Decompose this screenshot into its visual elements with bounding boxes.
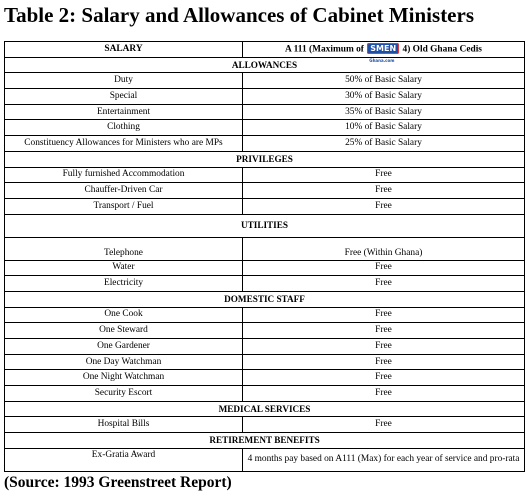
row-value: Free	[243, 307, 525, 323]
row-value: 10% of Basic Salary	[243, 120, 525, 136]
header-salary-value	[243, 42, 525, 63]
section-privileges: PRIVILEGES	[5, 151, 525, 167]
row-item: Constituency Allowances for Ministers who are MPs	[5, 136, 243, 152]
section-medical-services: MEDICAL SERVICES	[5, 401, 525, 417]
row-item: Entertainment	[5, 104, 243, 120]
row-item: Hospital Bills	[5, 417, 243, 433]
row-item: Water	[5, 260, 243, 276]
row-item: One Night Watchman	[5, 370, 243, 386]
row-value: Free	[243, 339, 525, 355]
row-item: Fully furnished Accommodation	[5, 167, 243, 183]
header-salary: SALARY	[5, 42, 243, 58]
row-value: 35% of Basic Salary	[243, 104, 525, 120]
watermark-logo	[367, 43, 399, 63]
row-value: 30% of Basic Salary	[243, 89, 525, 105]
page-title: Table 2: Salary and Allowances of Cabinet Ministers	[4, 3, 474, 27]
table-row	[5, 167, 525, 183]
row-item: One Gardener	[5, 339, 243, 355]
table-row	[5, 260, 525, 276]
row-item: Ex-Gratia Award	[5, 448, 243, 471]
row-item: One Day Watchman	[5, 354, 243, 370]
table-row	[5, 89, 525, 105]
table-row	[5, 183, 525, 199]
row-value: Free	[243, 167, 525, 183]
table-header-row	[5, 42, 525, 58]
row-value: 50% of Basic Salary	[243, 73, 525, 89]
table-row	[5, 276, 525, 292]
row-item: Transport / Fuel	[5, 198, 243, 214]
row-value: Free	[243, 370, 525, 386]
table-row	[5, 237, 525, 260]
row-item: Security Escort	[5, 386, 243, 402]
row-item: Chauffer-Driven Car	[5, 183, 243, 199]
source-note: (Source: 1993 Greenstreet Report)	[4, 474, 232, 491]
table-row	[5, 307, 525, 323]
row-item: One Cook	[5, 307, 243, 323]
row-value: Free	[243, 183, 525, 199]
table-row	[5, 120, 525, 136]
row-item: Clothing	[5, 120, 243, 136]
section-utilities: UTILITIES	[5, 214, 525, 237]
table-row	[5, 136, 525, 152]
table-row	[5, 323, 525, 339]
row-item: Electricity	[5, 276, 243, 292]
table-row	[5, 370, 525, 386]
row-item: Special	[5, 89, 243, 105]
table-row	[5, 386, 525, 402]
table-row	[5, 339, 525, 355]
row-value: Free	[243, 198, 525, 214]
section-retirement-benefits: RETIREMENT BENEFITS	[5, 433, 525, 449]
header-value-suffix: 4) Old Ghana Cedis	[402, 44, 482, 55]
watermark-logo-subtext: Ghana.com	[369, 57, 395, 63]
table-row	[5, 198, 525, 214]
row-value: Free	[243, 354, 525, 370]
table-row	[5, 104, 525, 120]
row-value: Free	[243, 386, 525, 402]
row-item: Telephone	[5, 237, 243, 260]
row-value: 25% of Basic Salary	[243, 136, 525, 152]
row-value: 4 months pay based on A111 (Max) for each year of service and pro-rata	[243, 448, 525, 471]
salary-table	[4, 41, 525, 472]
table-row	[5, 354, 525, 370]
section-allowances: ALLOWANCES	[5, 57, 525, 73]
table-row	[5, 417, 525, 433]
row-value: Free	[243, 260, 525, 276]
section-domestic-staff: DOMESTIC STAFF	[5, 291, 525, 307]
watermark-logo-text: SMEN	[367, 43, 399, 54]
row-value: Free	[243, 417, 525, 433]
row-item: One Steward	[5, 323, 243, 339]
row-value: Free	[243, 323, 525, 339]
row-value: Free	[243, 276, 525, 292]
header-value-prefix: A 111 (Maximum of	[285, 44, 364, 55]
table-row	[5, 73, 525, 89]
row-item: Duty	[5, 73, 243, 89]
row-value: Free (Within Ghana)	[243, 237, 525, 260]
table-row	[5, 448, 525, 471]
